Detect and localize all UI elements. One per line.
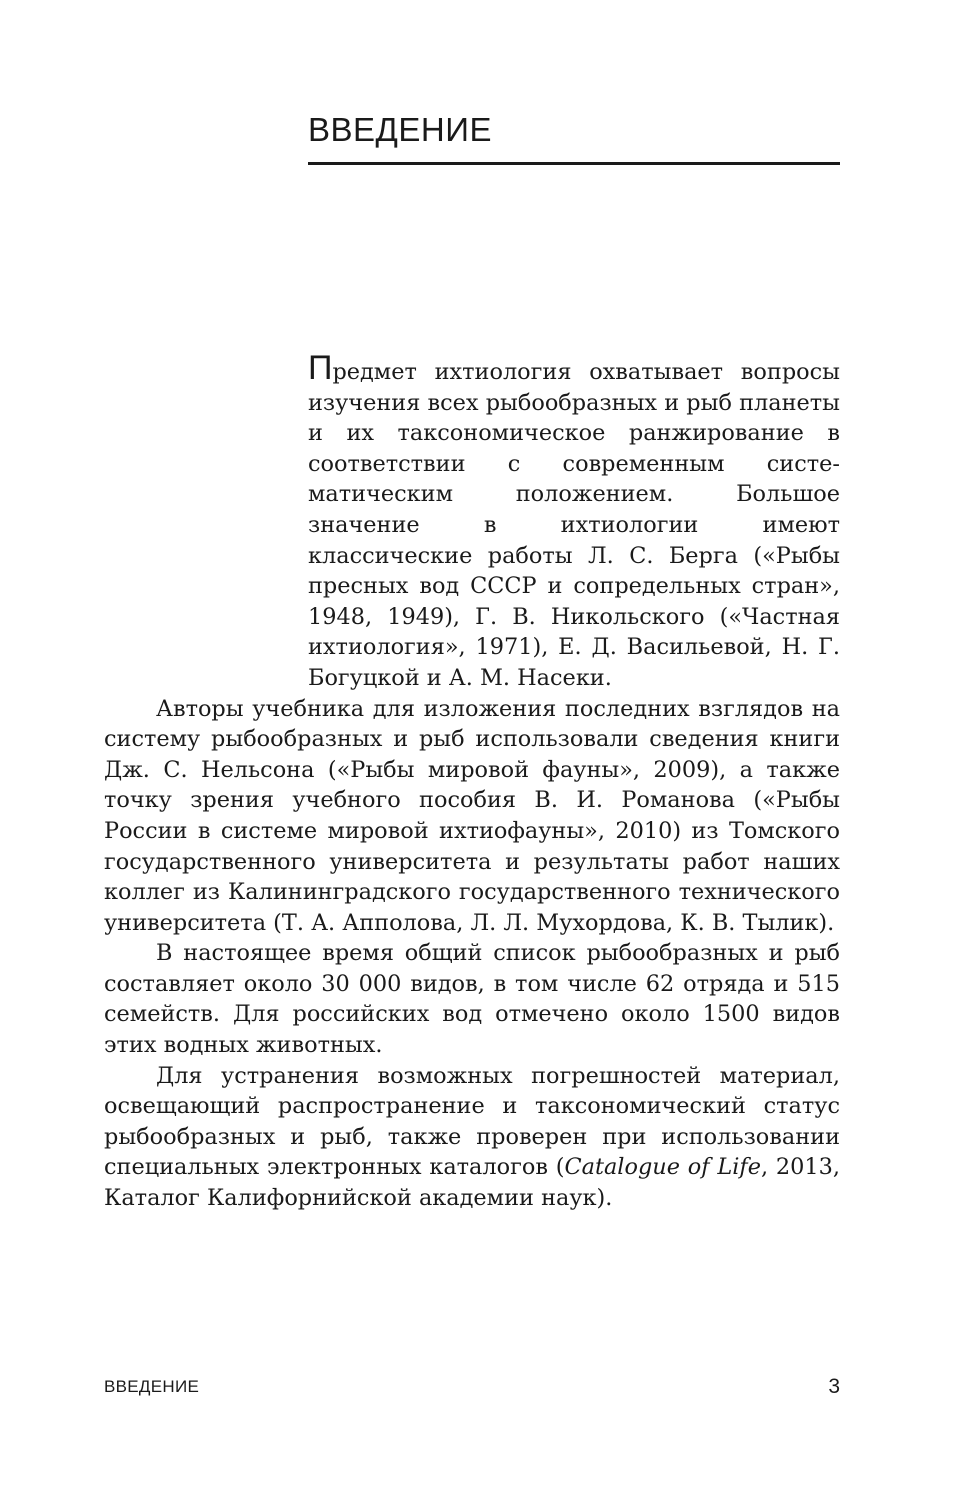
paragraph-1-text: редмет ихтиология охватывает вопросы изучения всех рыбообразных и рыб планеты и их таксономическое ранжирование в соответствии с современным систематическим положением. Большое значение в ихтиологии имеют классические работы Л. С. Берга («Рыбы пресных вод СССР и сопредельных стран», 1948, 1949), Г. В. Никольского («Частная ихтиология», 1971), Е. Д. Васильевой, Н. Г. Богуцкой и А. М. Насеки. bbox=[308, 359, 840, 691]
paragraph-3: В настоящее время общий список рыбообразных и рыб составляет около 30 000 видов, в том числе 62 отряда и 515 семейств. Для российских вод отмечено около 1500 видов этих водных животных. bbox=[104, 940, 840, 1059]
chapter-title: ВВЕДЕНИЕ bbox=[308, 111, 492, 148]
title-underline bbox=[308, 162, 840, 165]
paragraph-4-text-before: Для устранения возможных погрешностей материал, освещающий распространение и таксономический статус рыбообразных и рыб, также проверен при использовании специальных электронных каталогов ( bbox=[104, 1062, 840, 1181]
running-footer-title: ВВЕДЕНИЕ bbox=[104, 1377, 200, 1396]
drop-cap: П bbox=[308, 349, 333, 387]
catalogue-of-life-title: Catalogue of Life bbox=[564, 1154, 761, 1181]
paragraph-4 bbox=[104, 1061, 840, 1214]
paragraph-4-text-after: , 2013, Каталог Калифорнийской академии наук). bbox=[104, 1154, 840, 1212]
paragraph-2: Авторы учебника для изложения последних взглядов на систему рыбообразных и рыб использовали сведения книги Дж. С. Нельсона («Рыбы мировой фауны», 2009), а также точку зрения учебного пособия В. И. Романова («Рыбы России в системе мировой ихтиофауны», 2010) из Томского государственного университета и результаты работ наших коллег из Калининградского государственного технического университета (Т. А. Апполова, Л. Л. Мухордова, К. В. Тылик). bbox=[104, 695, 840, 936]
paragraph-1 bbox=[104, 349, 840, 694]
body-text bbox=[104, 349, 840, 1214]
page-number: 3 bbox=[828, 1375, 840, 1398]
